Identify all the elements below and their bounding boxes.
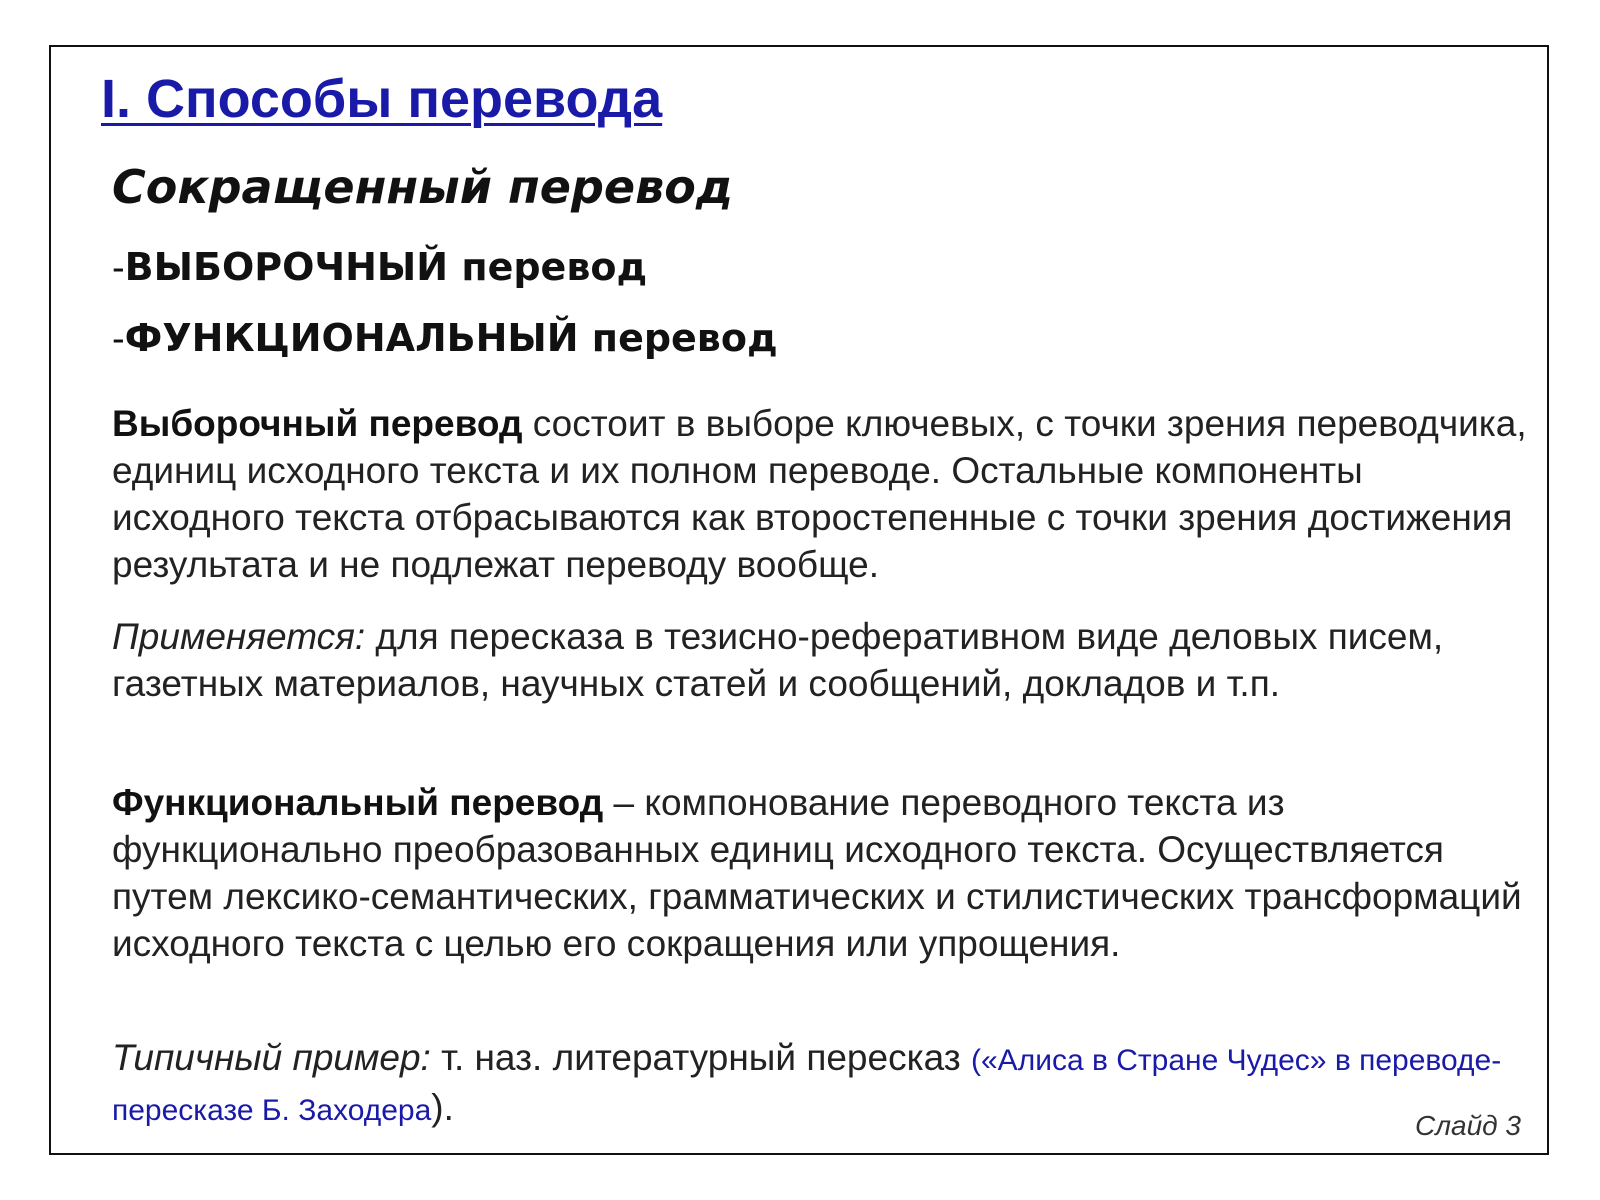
paragraph-functional [112,779,1532,967]
paren-open: ( [971,1044,981,1077]
definition-selective: состоит в выборе ключевых, с точки зрения переводчика, единиц исходного текста и их полном переводе. Остальные компоненты исходного текста отбрасываются как второстепенные с точки зрения достижения результата и не подлежат переводу вообще. [112,403,1527,585]
example-link[interactable]: «Алиса в Стране Чудес» в переводе-пересказе Б. Заходера [112,1044,1502,1127]
label-example: Типичный пример: [112,1037,431,1078]
list-dash: - [112,247,125,289]
list-item-functional [112,315,778,362]
slide-number: Слайд 3 [1415,1110,1521,1141]
paragraph-selective [112,400,1532,588]
text-applied: для пересказа в тезисно-реферативном виде деловых писем, газетных материалов, научных статей и сообщений, докладов и т.п. [112,616,1444,704]
paren-close: ). [431,1087,454,1128]
label-applied: Применяется: [112,616,366,657]
slide-subtitle: Сокращенный перевод [112,160,733,214]
list-item-text: ФУНКЦИОНАЛЬНЫЙ перевод [124,316,778,360]
list-item-text: ВЫБОРОЧНЫЙ перевод [124,245,648,289]
definition-functional: – компонование переводного текста из функционально преобразованных единиц исходного текста. Осуществляется путем лексико-семантических, грамматических и стилистических трансформаций исходного текста с целью его сокращения или упрощения. [112,782,1522,964]
slide [49,45,1549,1155]
paragraph-example [112,1034,1532,1134]
list-item-selective [112,244,647,291]
term-functional: Функциональный перевод [112,782,604,823]
slide-title[interactable]: I. Способы перевода [101,69,663,129]
term-selective: Выборочный перевод [112,403,523,444]
list-dash: - [112,318,125,360]
text-example: т. наз. литературный пересказ [430,1037,971,1078]
paragraph-applied [112,613,1532,707]
